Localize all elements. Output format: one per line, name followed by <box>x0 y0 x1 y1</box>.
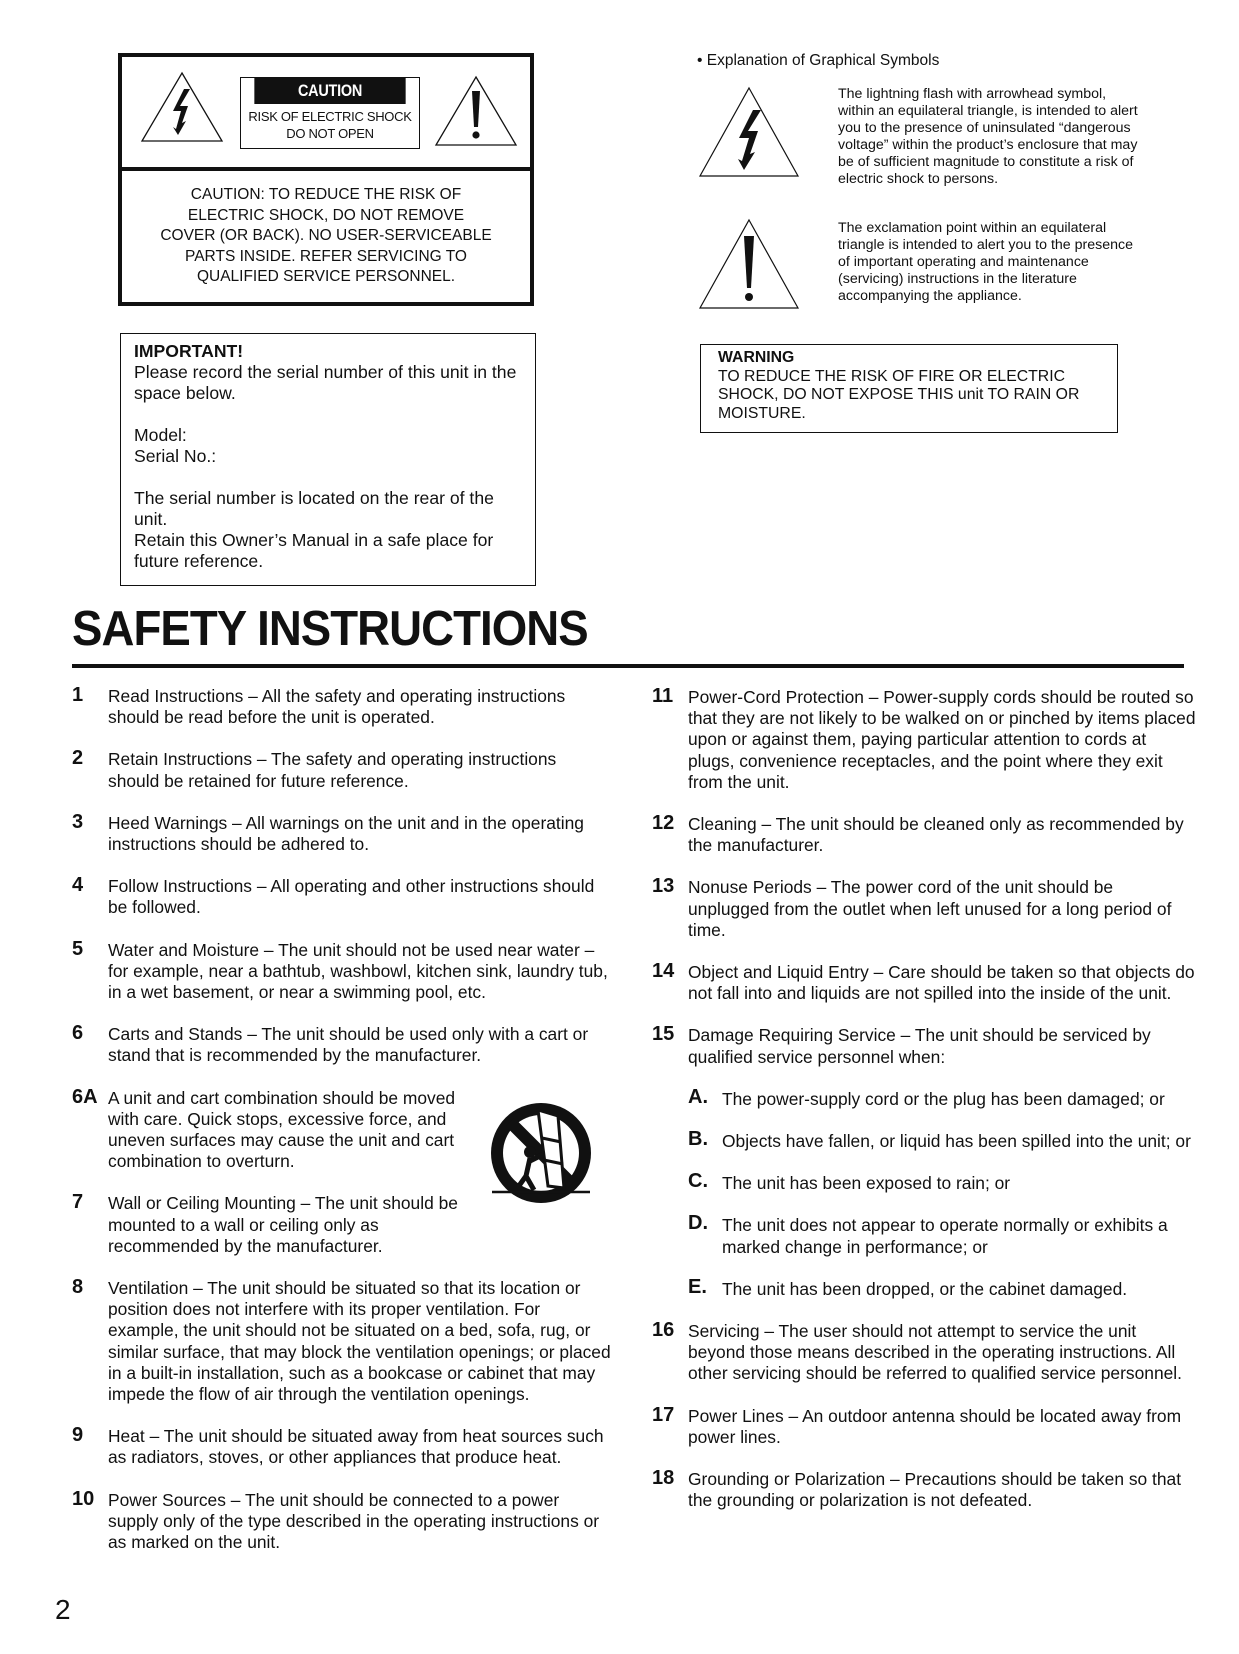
instruction-number: 10 <box>72 1487 95 1510</box>
heading-divider <box>72 664 1184 668</box>
instruction-text: Wall or Ceiling Mounting – The unit should be mounted to a wall or ceiling only as recommended by the manufacturer. <box>108 1193 458 1256</box>
caution-label-top <box>122 57 530 171</box>
instruction-number: 11 <box>652 685 674 707</box>
instruction-text: Heat – The unit should be situated away from heat sources such as radiators, stoves, or other appliances that produce heat. <box>108 1426 604 1468</box>
instruction-text: Carts and Stands – The unit should be used only with a cart or stand that is recommended by the manufacturer. <box>108 1024 589 1066</box>
instruction-item <box>72 749 612 791</box>
service-condition-item <box>652 1085 1197 1110</box>
instruction-number: 14 <box>652 960 675 983</box>
instruction-text: A unit and cart combination should be moved with care. Quick stops, excessive force, and uneven surfaces may cause the unit and cart combination to overturn. <box>108 1087 456 1172</box>
instruction-number: 1 <box>72 684 84 706</box>
caution-text-line: CAUTION: TO REDUCE THE RISK OF <box>190 186 462 203</box>
instruction-text: Follow Instructions – All operating and other instructions should be followed. <box>108 876 595 918</box>
condition-text: The unit has been dropped, or the cabinet damaged. <box>722 1278 1128 1299</box>
important-serial-box <box>120 333 536 586</box>
serial-label: Serial No.: <box>134 446 217 466</box>
instruction-text: Ventilation – The unit should be situated so that its location or position does not interfere with its proper ventilation. For example, the unit should not be situated on a bed, sofa, rug, or similar surface, that may block the ventilation openings; or placed in a built-in installation, such as a bookcase or cabinet that may impede the flow of air through the ventilation openings. <box>108 1278 611 1405</box>
condition-letter: C. <box>688 1170 708 1193</box>
condition-text: The unit does not appear to operate normally or exhibits a marked change in performance; or <box>722 1215 1168 1257</box>
instruction-text: Read Instructions – All the safety and operating instructions should be read before the unit is operated. <box>108 686 566 728</box>
instruction-number: 2 <box>72 747 84 770</box>
instruction-number: 12 <box>652 812 675 835</box>
page-number: 2 <box>55 1594 71 1625</box>
instruction-number: 5 <box>72 937 84 960</box>
condition-letter: A. <box>688 1085 708 1108</box>
instruction-item <box>72 1426 612 1468</box>
instruction-item <box>652 814 1197 856</box>
instruction-item <box>72 1085 468 1173</box>
instruction-text: Servicing – The user should not attempt to service the unit beyond those means described in the operating instructions. All other servicing should be referred to qualified service personnel. <box>688 1321 1182 1384</box>
important-intro: Please record the serial number of this unit in the space below. <box>134 362 517 403</box>
page-title: SAFETY INSTRUCTIONS <box>72 602 588 656</box>
serial-location-note: The serial number is located on the rear of the unit. <box>134 488 494 529</box>
instruction-text: Power Sources – The unit should be connected to a power supply only of the type described in the operating instructions or as marked on the unit. <box>108 1489 600 1553</box>
instruction-item <box>652 1403 1197 1448</box>
instruction-number: 15 <box>652 1023 675 1046</box>
instruction-text: Power Lines – An outdoor antenna should be located away from power lines. <box>688 1405 1182 1447</box>
instruction-number: 7 <box>72 1191 84 1214</box>
condition-text: The unit has been exposed to rain; or <box>722 1173 1011 1194</box>
instruction-item <box>652 1025 1197 1067</box>
instruction-item <box>72 876 612 918</box>
caution-text-line: COVER (OR BACK). NO USER-SERVICEABLE <box>160 227 492 244</box>
instruction-item <box>72 1278 612 1405</box>
exclamation-symbol-description: The exclamation point within an equilateral triangle is intended to alert you to the presence of important operating and maintenance (servicing) instructions in the literature accompanying the appliance. <box>838 220 1133 304</box>
instruction-item <box>72 1487 612 1554</box>
instruction-number: 3 <box>72 810 84 833</box>
caution-text-line: ELECTRIC SHOCK, DO NOT REMOVE <box>187 206 465 224</box>
instruction-item <box>72 1193 468 1257</box>
caution-badge <box>240 77 420 149</box>
warning-box <box>700 344 1118 433</box>
instruction-item <box>72 937 612 1004</box>
caution-label <box>118 53 534 306</box>
instruction-number: 6A <box>72 1085 98 1108</box>
service-condition-item <box>652 1212 1197 1257</box>
instruction-text: Cleaning – The unit should be cleaned only as recommended by the manufacturer. <box>688 814 1184 856</box>
instruction-number: 16 <box>652 1319 675 1342</box>
model-label: Model: <box>134 425 187 445</box>
condition-text: Objects have fallen, or liquid has been spilled into the unit; or <box>722 1131 1191 1152</box>
caution-text-line: PARTS INSIDE. REFER SERVICING TO <box>185 247 467 265</box>
instruction-item <box>652 877 1197 941</box>
instruction-number: 6 <box>72 1022 84 1045</box>
instruction-text: Water and Moisture – The unit should not be used near water – for example, near a bathtub, washbowl, kitchen sink, laundry tub, in a wet basement, or near a swimming pool, etc. <box>108 939 608 1003</box>
instruction-number: 17 <box>652 1403 675 1426</box>
retain-manual-note: Retain this Owner’s Manual in a safe place for future reference. <box>134 530 494 571</box>
important-title: IMPORTANT! <box>134 341 244 361</box>
instruction-item <box>72 810 612 855</box>
service-condition-item <box>652 1275 1197 1300</box>
cart-tip-over-icon <box>486 1098 596 1208</box>
instruction-item <box>652 687 1197 793</box>
warning-text: TO REDUCE THE RISK OF FIRE OR ELECTRIC SHOCK, DO NOT EXPOSE THIS unit TO RAIN OR MOISTURE. <box>718 367 1080 422</box>
instructions-right-column <box>652 687 1197 1532</box>
instruction-number: 13 <box>652 875 675 898</box>
instruction-item <box>652 1469 1197 1511</box>
lightning-triangle-icon <box>140 71 224 143</box>
caution-badge-line2: DO NOT OPEN <box>286 126 374 141</box>
instruction-number: 8 <box>72 1276 84 1299</box>
condition-letter: B. <box>688 1128 708 1151</box>
caution-text <box>122 185 530 288</box>
instruction-text: Object and Liquid Entry – Care should be taken so that objects do not fall into and liquids are not spilled into the inside of the unit. <box>688 962 1195 1004</box>
instruction-number: 18 <box>652 1467 675 1490</box>
exclamation-triangle-icon <box>698 218 800 310</box>
condition-text: The power-supply cord or the plug has been damaged; or <box>722 1088 1165 1109</box>
condition-letter: E. <box>688 1275 707 1298</box>
instruction-text: Heed Warnings – All warnings on the unit and in the operating instructions should be adhered to. <box>108 812 584 855</box>
lightning-triangle-icon <box>698 86 800 178</box>
condition-letter: D. <box>688 1212 708 1235</box>
instruction-item <box>72 1024 612 1066</box>
instruction-item <box>72 686 612 728</box>
instruction-text: Retain Instructions – The safety and operating instructions should be retained for future reference. <box>108 749 557 791</box>
instruction-number: 9 <box>72 1424 84 1447</box>
caution-badge-title: CAUTION <box>254 78 405 104</box>
instruction-text: Nonuse Periods – The power cord of the unit should be unplugged from the outlet when left unused for a long period of time. <box>688 877 1172 940</box>
lightning-symbol-description: The lightning flash with arrowhead symbol, within an equilateral triangle, is intended to alert you to the presence of uninsulated “dangerous voltage” within the product’s enclosure that may be of sufficient magnitude to constitute a risk of electric shock to persons. <box>838 86 1138 187</box>
service-condition-item <box>652 1170 1197 1194</box>
instruction-text: Grounding or Polarization – Precautions should be taken so that the grounding or polarization is not defeated. <box>688 1469 1182 1511</box>
instruction-text: Power-Cord Protection – Power-supply cords should be routed so that they are not likely to be walked on or pinched by items placed upon or against them, paying particular attention to cords at plugs, convenience receptacles, and the point where they exit from the unit. <box>688 687 1196 792</box>
instruction-item <box>652 1321 1197 1385</box>
instruction-text: Damage Requiring Service – The unit should be serviced by qualified service personnel when: <box>688 1025 1151 1067</box>
caution-text-line: QUALIFIED SERVICE PERSONNEL. <box>196 268 456 285</box>
instruction-item <box>652 962 1197 1004</box>
warning-title: WARNING <box>718 349 795 366</box>
service-condition-item <box>652 1128 1197 1152</box>
exclamation-triangle-icon <box>434 75 518 147</box>
caution-badge-line1: RISK OF ELECTRIC SHOCK <box>248 109 412 124</box>
instruction-number: 4 <box>72 874 84 897</box>
symbols-explanation-title: • Explanation of Graphical Symbols <box>697 52 940 69</box>
